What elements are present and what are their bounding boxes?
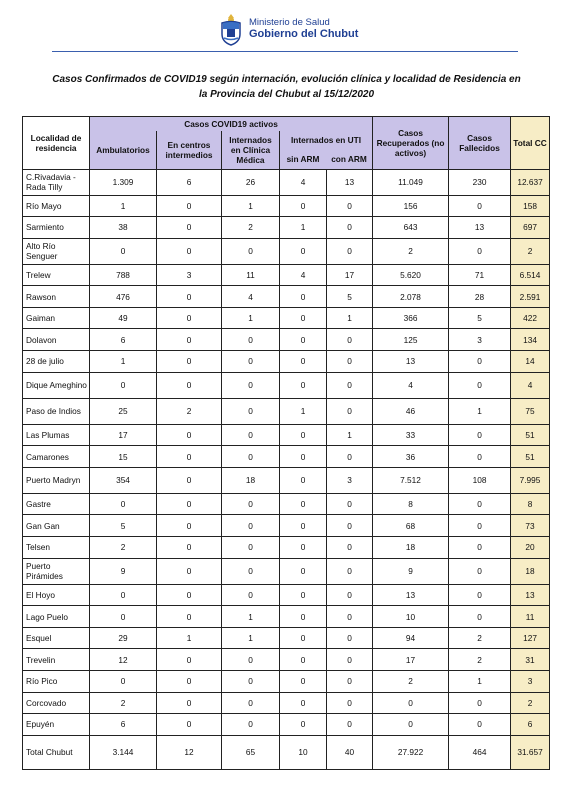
cell-clinic: 0 <box>222 493 280 515</box>
cell-deceased: 0 <box>449 351 511 373</box>
cell-intermediate: 0 <box>157 351 222 373</box>
cell-intermediate: 0 <box>157 329 222 351</box>
cell-recovered: 8 <box>373 493 449 515</box>
header-recovered: Casos Recuperados (no activos) <box>373 117 449 170</box>
cell-with-arm: 0 <box>327 351 373 373</box>
cell-with-arm: 0 <box>327 692 373 714</box>
cell-deceased: 2 <box>449 627 511 649</box>
table-row <box>23 493 550 515</box>
cell-locality: Río Pico <box>23 671 90 693</box>
cell-with-arm: 0 <box>327 584 373 606</box>
cell-ambulatory: 2 <box>90 537 157 559</box>
cell-locality: Epuyén <box>23 714 90 736</box>
cell-total: 134 <box>511 329 550 351</box>
cell-clinic: 0 <box>222 537 280 559</box>
cell-no-arm: 0 <box>280 195 327 217</box>
cell-recovered: 7.512 <box>373 467 449 493</box>
cell-total: 13 <box>511 584 550 606</box>
cell-clinic: 18 <box>222 467 280 493</box>
table-row <box>23 372 550 398</box>
table-row <box>23 398 550 424</box>
cell-clinic: 0 <box>222 351 280 373</box>
cell-ambulatory: 0 <box>90 671 157 693</box>
chubut-coat-of-arms-icon <box>218 12 244 46</box>
cell-recovered: 366 <box>373 307 449 329</box>
cell-with-arm: 3 <box>327 467 373 493</box>
cell-total: 697 <box>511 217 550 239</box>
cell-clinic: 4 <box>222 286 280 308</box>
cell-intermediate: 0 <box>157 515 222 537</box>
cell-ambulatory: 1.309 <box>90 169 157 195</box>
table-row <box>23 558 550 584</box>
cell-recovered: 0 <box>373 714 449 736</box>
cell-deceased: 0 <box>449 238 511 264</box>
cell-with-arm: 0 <box>327 649 373 671</box>
cell-ambulatory: 0 <box>90 372 157 398</box>
cell-locality: Río Mayo <box>23 195 90 217</box>
cell-deceased: 1 <box>449 671 511 693</box>
cell-no-arm: 0 <box>280 329 327 351</box>
cell-ambulatory: 0 <box>90 493 157 515</box>
cell-intermediate: 0 <box>157 671 222 693</box>
cell-clinic: 0 <box>222 329 280 351</box>
cell-deceased: 464 <box>449 735 511 769</box>
cell-with-arm: 0 <box>327 238 373 264</box>
cell-deceased: 0 <box>449 714 511 736</box>
cell-deceased: 0 <box>449 606 511 628</box>
cell-intermediate: 0 <box>157 467 222 493</box>
cell-with-arm: 0 <box>327 372 373 398</box>
cell-total: 31.657 <box>511 735 550 769</box>
header-active-cases: Casos COVID19 activos <box>90 117 373 131</box>
cell-intermediate: 0 <box>157 424 222 446</box>
cell-deceased: 28 <box>449 286 511 308</box>
header-deceased: Casos Fallecidos <box>449 117 511 170</box>
cell-recovered: 46 <box>373 398 449 424</box>
cell-total: 422 <box>511 307 550 329</box>
cell-total: 51 <box>511 446 550 468</box>
cell-clinic: 26 <box>222 169 280 195</box>
cell-deceased: 1 <box>449 398 511 424</box>
header-divider <box>52 51 518 52</box>
cell-no-arm: 0 <box>280 238 327 264</box>
header-with-arm: con ARM <box>331 153 367 164</box>
cell-no-arm: 0 <box>280 714 327 736</box>
cell-clinic: 0 <box>222 424 280 446</box>
cell-locality: Las Plumas <box>23 424 90 446</box>
cell-ambulatory: 1 <box>90 195 157 217</box>
cell-recovered: 10 <box>373 606 449 628</box>
cell-recovered: 27.922 <box>373 735 449 769</box>
cell-total: 31 <box>511 649 550 671</box>
cell-no-arm: 0 <box>280 493 327 515</box>
cell-clinic: 0 <box>222 238 280 264</box>
cell-no-arm: 0 <box>280 424 327 446</box>
cell-intermediate: 0 <box>157 584 222 606</box>
cell-locality: Gan Gan <box>23 515 90 537</box>
cell-with-arm: 0 <box>327 329 373 351</box>
cell-ambulatory: 29 <box>90 627 157 649</box>
cell-ambulatory: 788 <box>90 264 157 286</box>
cell-intermediate: 2 <box>157 398 222 424</box>
cell-total: 3 <box>511 671 550 693</box>
cell-intermediate: 0 <box>157 537 222 559</box>
cell-no-arm: 0 <box>280 446 327 468</box>
table-row <box>23 424 550 446</box>
cell-no-arm: 4 <box>280 264 327 286</box>
cell-total: 11 <box>511 606 550 628</box>
cell-intermediate: 0 <box>157 558 222 584</box>
table-row <box>23 264 550 286</box>
cell-no-arm: 0 <box>280 606 327 628</box>
cell-with-arm: 5 <box>327 286 373 308</box>
cell-no-arm: 0 <box>280 515 327 537</box>
cell-with-arm: 13 <box>327 169 373 195</box>
government-name: Gobierno del Chubut <box>249 28 359 40</box>
cell-total: 127 <box>511 627 550 649</box>
cell-with-arm: 0 <box>327 537 373 559</box>
table-row <box>23 649 550 671</box>
cell-with-arm: 0 <box>327 606 373 628</box>
cell-recovered: 94 <box>373 627 449 649</box>
cell-clinic: 1 <box>222 627 280 649</box>
table-row <box>23 329 550 351</box>
header-icu-label: Internados en UTI <box>290 134 362 145</box>
cell-locality: Esquel <box>23 627 90 649</box>
cell-locality: Lago Puelo <box>23 606 90 628</box>
header-no-arm: sin ARM <box>286 153 320 164</box>
cell-locality: Rawson <box>23 286 90 308</box>
cell-total: 14 <box>511 351 550 373</box>
cell-no-arm: 1 <box>280 398 327 424</box>
cell-intermediate: 0 <box>157 714 222 736</box>
table-row <box>23 692 550 714</box>
cell-clinic: 1 <box>222 606 280 628</box>
cell-recovered: 5.620 <box>373 264 449 286</box>
cell-no-arm: 1 <box>280 217 327 239</box>
cell-locality: Dolavon <box>23 329 90 351</box>
cell-total: 20 <box>511 537 550 559</box>
cell-recovered: 13 <box>373 351 449 373</box>
cell-ambulatory: 6 <box>90 714 157 736</box>
cell-clinic: 0 <box>222 671 280 693</box>
table-row <box>23 671 550 693</box>
cell-no-arm: 0 <box>280 372 327 398</box>
cell-deceased: 0 <box>449 537 511 559</box>
cell-total: 6.514 <box>511 264 550 286</box>
cell-recovered: 4 <box>373 372 449 398</box>
cell-ambulatory: 15 <box>90 446 157 468</box>
table-row <box>23 195 550 217</box>
cell-intermediate: 0 <box>157 649 222 671</box>
cell-deceased: 71 <box>449 264 511 286</box>
cell-intermediate: 6 <box>157 169 222 195</box>
cell-recovered: 68 <box>373 515 449 537</box>
cell-recovered: 2.078 <box>373 286 449 308</box>
cell-total: 158 <box>511 195 550 217</box>
cell-intermediate: 0 <box>157 606 222 628</box>
table-row <box>23 606 550 628</box>
cell-no-arm: 0 <box>280 584 327 606</box>
cell-locality: Gastre <box>23 493 90 515</box>
cell-clinic: 0 <box>222 515 280 537</box>
report-title <box>20 72 553 102</box>
cell-recovered: 125 <box>373 329 449 351</box>
cell-deceased: 0 <box>449 446 511 468</box>
cell-total: 2.591 <box>511 286 550 308</box>
cell-recovered: 156 <box>373 195 449 217</box>
cell-clinic: 65 <box>222 735 280 769</box>
cell-clinic: 0 <box>222 692 280 714</box>
table-row <box>23 467 550 493</box>
cell-total: 4 <box>511 372 550 398</box>
cell-ambulatory: 25 <box>90 398 157 424</box>
table-row <box>23 217 550 239</box>
report-title-line-2: la Provincia del Chubut al 15/12/2020 <box>198 89 375 100</box>
cell-locality: 28 de julio <box>23 351 90 373</box>
table-row <box>23 351 550 373</box>
cell-deceased: 0 <box>449 584 511 606</box>
page-header <box>0 8 573 48</box>
header-icu <box>280 131 373 170</box>
cell-no-arm: 0 <box>280 627 327 649</box>
cell-ambulatory: 0 <box>90 584 157 606</box>
cell-intermediate: 0 <box>157 493 222 515</box>
cell-recovered: 33 <box>373 424 449 446</box>
cell-intermediate: 0 <box>157 217 222 239</box>
cell-with-arm: 0 <box>327 398 373 424</box>
cell-locality: Corcovado <box>23 692 90 714</box>
cell-clinic: 0 <box>222 446 280 468</box>
cell-locality: Sarmiento <box>23 217 90 239</box>
cell-deceased: 13 <box>449 217 511 239</box>
cell-no-arm: 0 <box>280 351 327 373</box>
cell-ambulatory: 476 <box>90 286 157 308</box>
cell-locality: El Hoyo <box>23 584 90 606</box>
cell-recovered: 9 <box>373 558 449 584</box>
cell-total: 8 <box>511 493 550 515</box>
cell-recovered: 2 <box>373 238 449 264</box>
cell-clinic: 0 <box>222 714 280 736</box>
cell-intermediate: 3 <box>157 264 222 286</box>
cell-locality: Alto Río Senguer <box>23 238 90 264</box>
cell-clinic: 2 <box>222 217 280 239</box>
cell-total: 18 <box>511 558 550 584</box>
header-clinic: Internados en Clínica Médica <box>222 131 280 170</box>
total-row <box>23 735 550 769</box>
cell-intermediate: 12 <box>157 735 222 769</box>
cell-total: 51 <box>511 424 550 446</box>
cell-recovered: 17 <box>373 649 449 671</box>
cell-ambulatory: 3.144 <box>90 735 157 769</box>
cell-total: 2 <box>511 692 550 714</box>
cell-locality: Puerto Pirámides <box>23 558 90 584</box>
cell-deceased: 230 <box>449 169 511 195</box>
cell-deceased: 0 <box>449 372 511 398</box>
cell-recovered: 13 <box>373 584 449 606</box>
cell-deceased: 0 <box>449 692 511 714</box>
cell-deceased: 0 <box>449 195 511 217</box>
cell-recovered: 2 <box>373 671 449 693</box>
header-ambulatory: Ambulatorios <box>90 131 157 170</box>
cell-ambulatory: 0 <box>90 606 157 628</box>
cell-with-arm: 1 <box>327 424 373 446</box>
cell-deceased: 5 <box>449 307 511 329</box>
ministry-name: Ministerio de Salud <box>249 17 330 28</box>
cell-locality: Puerto Madryn <box>23 467 90 493</box>
cell-clinic: 11 <box>222 264 280 286</box>
cell-deceased: 0 <box>449 424 511 446</box>
cell-ambulatory: 0 <box>90 238 157 264</box>
cell-no-arm: 0 <box>280 307 327 329</box>
cell-no-arm: 4 <box>280 169 327 195</box>
cell-clinic: 0 <box>222 649 280 671</box>
cell-with-arm: 0 <box>327 493 373 515</box>
cell-intermediate: 0 <box>157 692 222 714</box>
cell-ambulatory: 49 <box>90 307 157 329</box>
cell-deceased: 2 <box>449 649 511 671</box>
cell-intermediate: 1 <box>157 627 222 649</box>
header-intermediate: En centros intermedios <box>157 131 222 170</box>
header-locality: Localidad de residencia <box>23 117 90 170</box>
cell-locality: C.Rivadavia - Rada Tilly <box>23 169 90 195</box>
table-row <box>23 286 550 308</box>
cell-recovered: 0 <box>373 692 449 714</box>
table-row <box>23 537 550 559</box>
cell-no-arm: 0 <box>280 286 327 308</box>
cell-locality: Trevelin <box>23 649 90 671</box>
cell-total: 75 <box>511 398 550 424</box>
table-row <box>23 169 550 195</box>
cell-ambulatory: 1 <box>90 351 157 373</box>
cell-ambulatory: 9 <box>90 558 157 584</box>
table-row <box>23 627 550 649</box>
cell-deceased: 3 <box>449 329 511 351</box>
cell-locality: Total Chubut <box>23 735 90 769</box>
cell-total: 7.995 <box>511 467 550 493</box>
cell-with-arm: 0 <box>327 515 373 537</box>
cell-recovered: 643 <box>373 217 449 239</box>
cell-intermediate: 0 <box>157 307 222 329</box>
cell-recovered: 36 <box>373 446 449 468</box>
cell-no-arm: 0 <box>280 649 327 671</box>
table-row <box>23 584 550 606</box>
cell-total: 2 <box>511 238 550 264</box>
cell-with-arm: 0 <box>327 217 373 239</box>
cell-intermediate: 0 <box>157 372 222 398</box>
cell-no-arm: 0 <box>280 558 327 584</box>
report-title-line-1: Casos Confirmados de COVID19 según internación, evolución clínica y localidad de Residencia en <box>52 74 521 85</box>
table-row <box>23 307 550 329</box>
cell-no-arm: 0 <box>280 537 327 559</box>
cell-with-arm: 1 <box>327 307 373 329</box>
cell-clinic: 0 <box>222 558 280 584</box>
cell-locality: Dique Ameghino <box>23 372 90 398</box>
cell-with-arm: 0 <box>327 714 373 736</box>
cell-clinic: 1 <box>222 307 280 329</box>
cell-ambulatory: 5 <box>90 515 157 537</box>
cell-intermediate: 0 <box>157 286 222 308</box>
cell-deceased: 0 <box>449 515 511 537</box>
cell-locality: Camarones <box>23 446 90 468</box>
cell-with-arm: 0 <box>327 195 373 217</box>
cell-with-arm: 17 <box>327 264 373 286</box>
cell-clinic: 0 <box>222 372 280 398</box>
cell-deceased: 0 <box>449 558 511 584</box>
cell-intermediate: 0 <box>157 238 222 264</box>
cell-locality: Paso de Indios <box>23 398 90 424</box>
cell-deceased: 0 <box>449 493 511 515</box>
cell-locality: Trelew <box>23 264 90 286</box>
table-row <box>23 238 550 264</box>
cell-no-arm: 0 <box>280 692 327 714</box>
cell-total: 6 <box>511 714 550 736</box>
cell-no-arm: 10 <box>280 735 327 769</box>
cell-total: 73 <box>511 515 550 537</box>
table-row <box>23 446 550 468</box>
header-total: Total CC <box>511 117 550 170</box>
table-row <box>23 714 550 736</box>
cell-intermediate: 0 <box>157 446 222 468</box>
cell-with-arm: 0 <box>327 627 373 649</box>
cell-ambulatory: 2 <box>90 692 157 714</box>
cell-intermediate: 0 <box>157 195 222 217</box>
cell-with-arm: 0 <box>327 671 373 693</box>
cell-locality: Gaiman <box>23 307 90 329</box>
cell-recovered: 11.049 <box>373 169 449 195</box>
covid-cases-table <box>22 116 550 770</box>
cell-ambulatory: 6 <box>90 329 157 351</box>
cell-ambulatory: 38 <box>90 217 157 239</box>
table-row <box>23 515 550 537</box>
cell-with-arm: 40 <box>327 735 373 769</box>
cell-ambulatory: 12 <box>90 649 157 671</box>
cell-clinic: 0 <box>222 584 280 606</box>
cell-total: 12.637 <box>511 169 550 195</box>
cell-with-arm: 0 <box>327 558 373 584</box>
cell-no-arm: 0 <box>280 671 327 693</box>
cell-ambulatory: 354 <box>90 467 157 493</box>
cell-with-arm: 0 <box>327 446 373 468</box>
cell-ambulatory: 17 <box>90 424 157 446</box>
cell-clinic: 0 <box>222 398 280 424</box>
cell-deceased: 108 <box>449 467 511 493</box>
cell-clinic: 1 <box>222 195 280 217</box>
cell-no-arm: 0 <box>280 467 327 493</box>
cell-locality: Telsen <box>23 537 90 559</box>
cell-recovered: 18 <box>373 537 449 559</box>
